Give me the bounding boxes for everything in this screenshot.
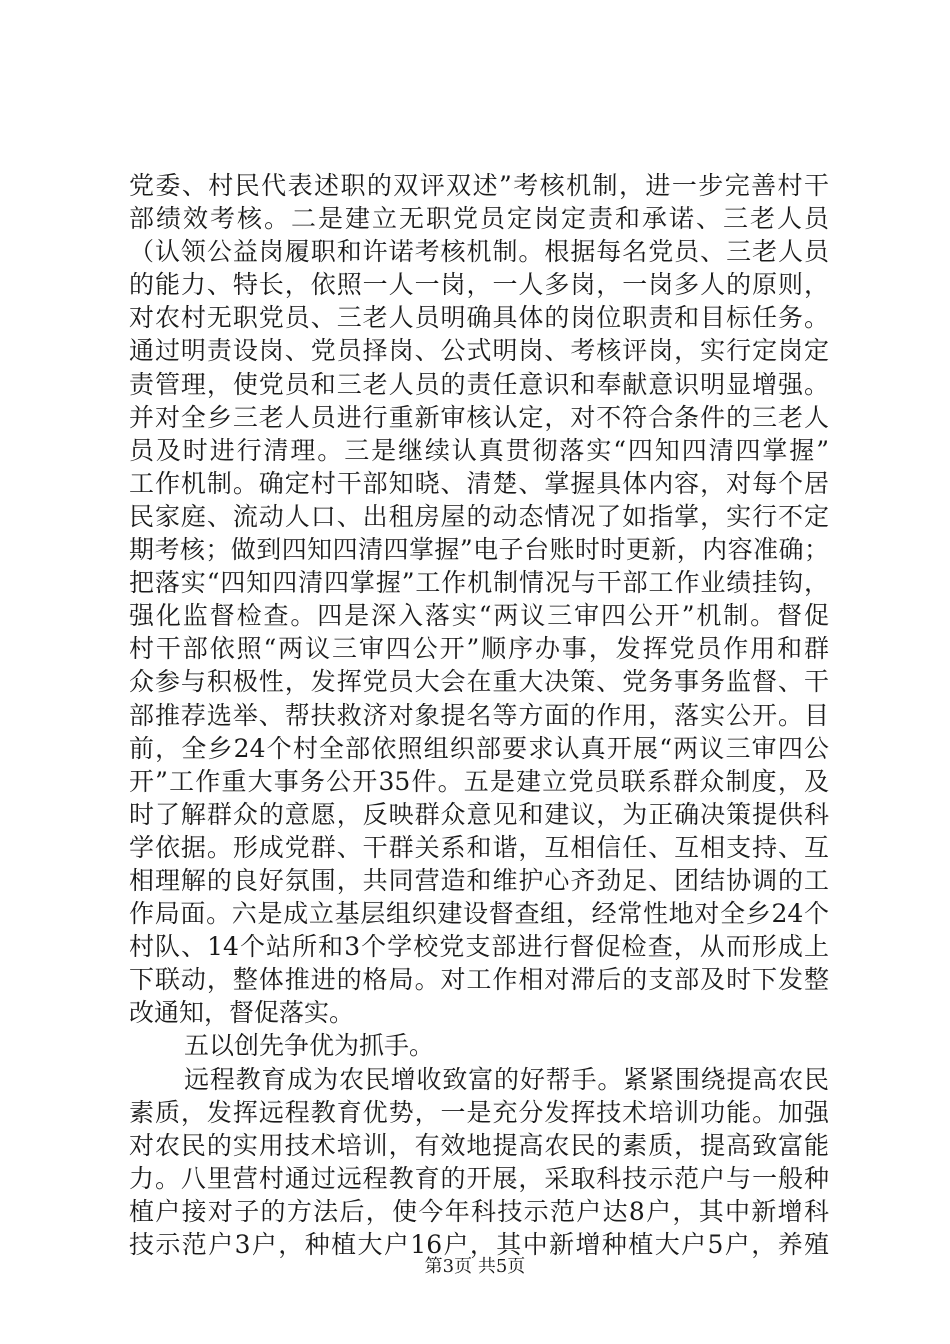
text-line: 前，全乡24个村全部依照组织部要求认真开展“两议三审四公: [129, 733, 829, 763]
text-line: 通过明责设岗、党员择岗、公式明岗、考核评岗，实行定岗定: [129, 336, 829, 366]
text-line: 党委、村民代表述职的双评双述”考核机制，进一步完善村干: [129, 171, 829, 200]
text-line: 把落实“四知四清四掌握”工作机制情况与干部工作业绩挂钩，: [129, 568, 829, 598]
page-number-footer: 第3页 共5页: [424, 1256, 526, 1277]
document-body: [129, 169, 829, 1261]
text-line: 力。八里营村通过远程教育的开展，采取科技示范户与一般种: [129, 1163, 829, 1193]
text-line: 素质，发挥远程教育优势，一是充分发挥技术培训功能。加强: [129, 1097, 829, 1127]
text-line: 的能力、特长，依照一人一岗，一人多岗，一岗多人的原则，: [129, 270, 829, 300]
text-line: 改通知，督促落实。: [129, 998, 355, 1028]
text-line: 对农村无职党员、三老人员明确具体的岗位职责和目标任务。: [129, 303, 829, 333]
text-line: 时了解群众的意愿，反映群众意见和建议，为正确决策提供科: [129, 799, 829, 829]
section-heading: 五以创先争优为抓手。: [184, 1031, 435, 1061]
text-line: 村干部依照“两议三审四公开”顺序办事，发挥党员作用和群: [129, 634, 829, 664]
text-line: 并对全乡三老人员进行重新审核认定，对不符合条件的三老人: [129, 402, 829, 432]
text-line: 开”工作重大事务公开35件。五是建立党员联系群众制度，及: [129, 766, 829, 796]
text-line: 强化监督检查。四是深入落实“两议三审四公开”机制。督促: [129, 601, 829, 631]
text-line: 责管理，使党员和三老人员的责任意识和奉献意识明显增强。: [129, 369, 829, 399]
text-line: 村队、14个站所和3个学校党支部进行督促检查，从而形成上: [129, 932, 829, 962]
text-line: 部推荐选举、帮扶救济对象提名等方面的作用，落实公开。目: [129, 700, 829, 730]
text-line: 植户接对子的方法后，使今年科技示范户达8户，其中新增科: [129, 1196, 829, 1226]
text-line: 相理解的良好氛围，共同营造和维护心齐劲足、团结协调的工: [129, 865, 829, 895]
text-line: （认领公益岗履职和许诺考核机制。根据每名党员、三老人员: [129, 237, 829, 267]
text-line: 技示范户3户，种植大户16户，其中新增种植大户5户，养殖: [129, 1230, 829, 1259]
text-line: 对农民的实用技术培训，有效地提高农民的素质，提高致富能: [129, 1130, 829, 1160]
text-line: 员及时进行清理。三是继续认真贯彻落实“四知四清四掌握”: [129, 435, 829, 465]
text-line: 期考核；做到四知四清四掌握”电子台账时时更新，内容准确；: [129, 535, 829, 565]
text-line: 作局面。六是成立基层组织建设督查组，经常性地对全乡24个: [129, 899, 829, 929]
text-line: 民家庭、流动人口、出租房屋的动态情况了如指掌，实行不定: [129, 501, 829, 531]
text-line: 众参与积极性，发挥党员大会在重大决策、党务事务监督、干: [129, 667, 829, 697]
text-line: 工作机制。确定村干部知晓、清楚、掌握具体内容，对每个居: [129, 468, 829, 498]
paragraph-first-line: 远程教育成为农民增收致富的好帮手。紧紧围绕提高农民: [184, 1064, 829, 1094]
text-line: 部绩效考核。二是建立无职党员定岗定责和承诺、三老人员: [129, 204, 829, 234]
text-line: 学依据。形成党群、干群关系和谐，互相信任、互相支持、互: [129, 832, 829, 862]
text-line: 下联动，整体推进的格局。对工作相对滞后的支部及时下发整: [129, 965, 829, 995]
